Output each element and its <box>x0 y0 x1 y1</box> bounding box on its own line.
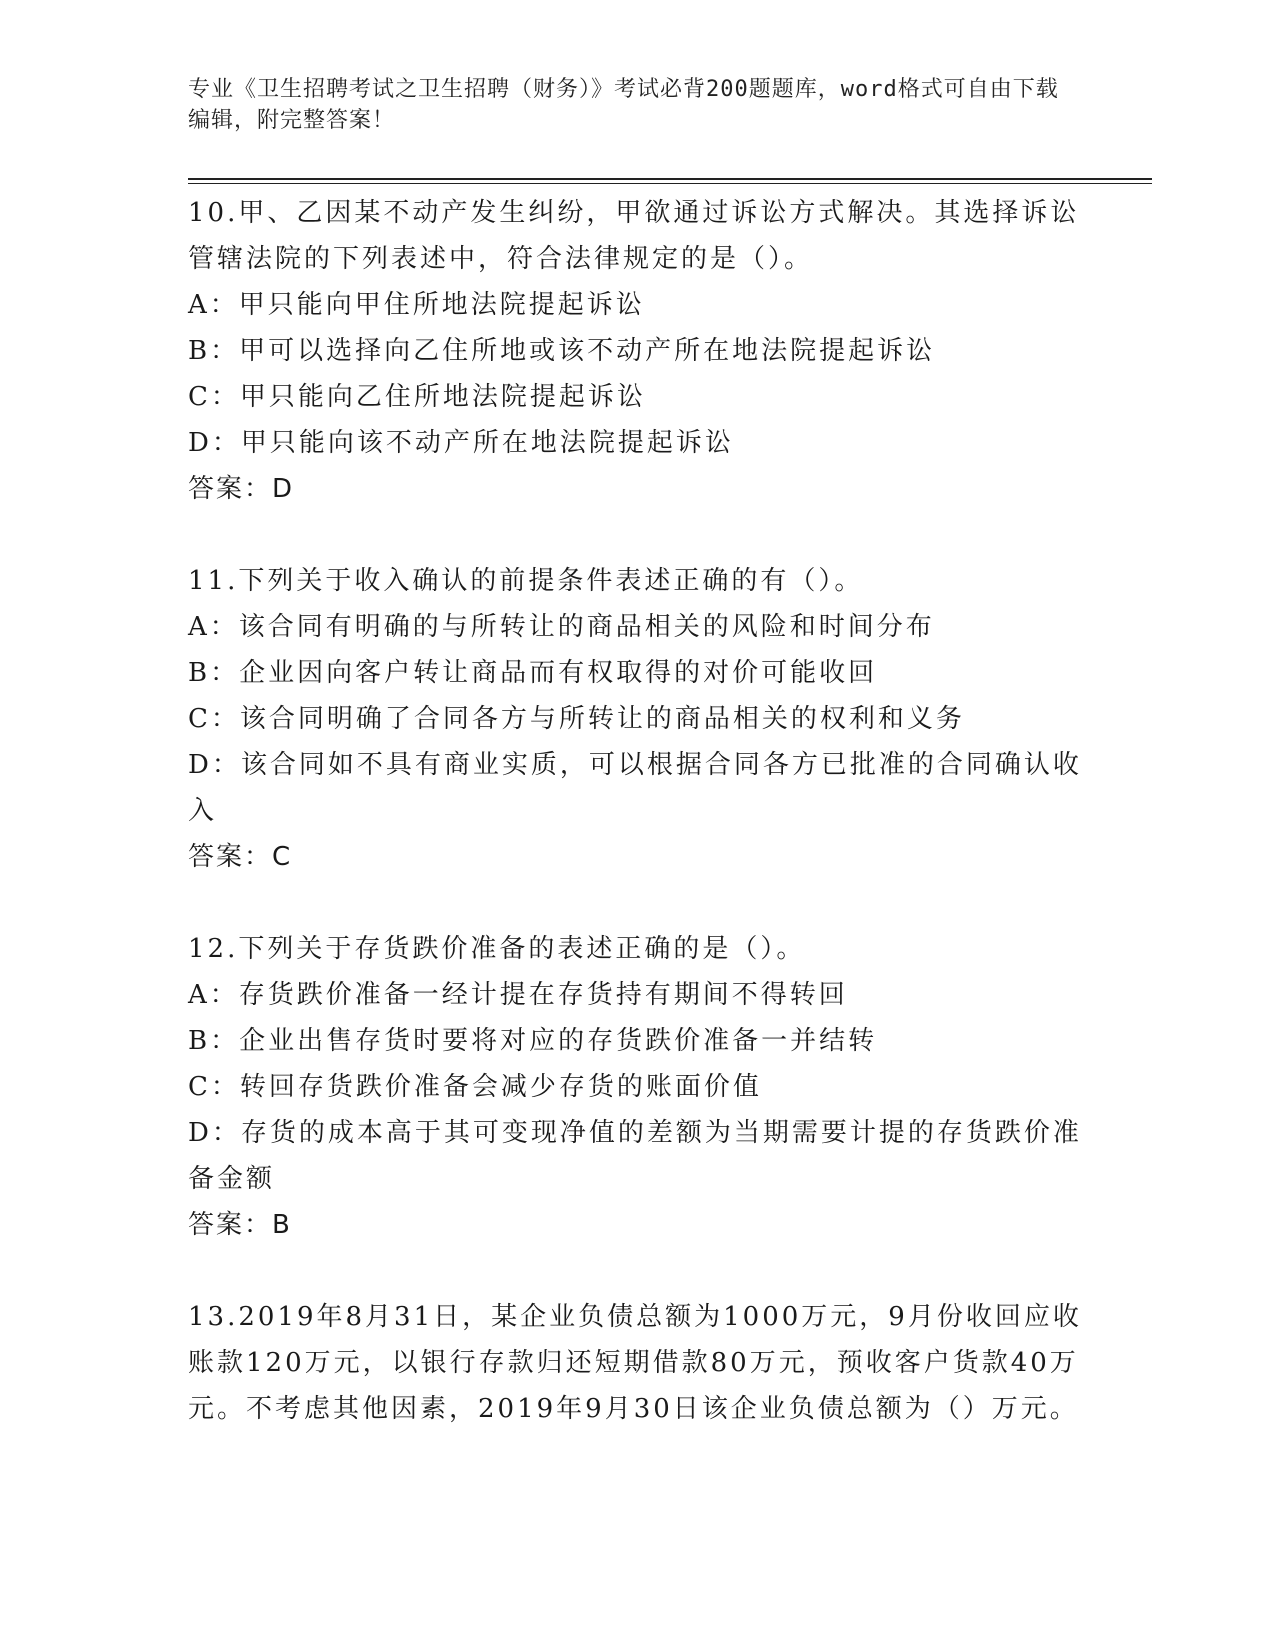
answer: 答案：C <box>188 842 293 872</box>
question-stem: 13.2019年8月31日，某企业负债总额为1000万元，9月份收回应收账款120万元，以银行存款归还短期借款80万元，预收客户货款40万元。不考虑其他因素，2019年9月30日该企业负债总额为（）万元。 <box>188 1302 1082 1424</box>
option-b: B：甲可以选择向乙住所地或该不动产所在地法院提起诉讼 <box>188 336 936 366</box>
option-c: C：该合同明确了合同各方与所转让的商品相关的权利和义务 <box>188 704 965 734</box>
question-stem: 10.甲、乙因某不动产发生纠纷，甲欲通过诉讼方式解决。其选择诉讼管辖法院的下列表述中，符合法律规定的是（）。 <box>188 198 1080 274</box>
option-d: D：存货的成本高于其可变现净值的差额为当期需要计提的存货跌价准备金额 <box>188 1118 1082 1194</box>
question-12 <box>188 926 1088 1248</box>
question-list <box>188 190 1088 1432</box>
option-a: A：该合同有明确的与所转让的商品相关的风险和时间分布 <box>188 612 935 642</box>
option-c: C：甲只能向乙住所地法院提起诉讼 <box>188 382 646 412</box>
spacer <box>188 1248 1088 1294</box>
option-a: A：甲只能向甲住所地法院提起诉讼 <box>188 290 645 320</box>
answer: 答案：D <box>188 474 295 504</box>
option-d: D：该合同如不具有商业实质，可以根据合同各方已批准的合同确认收入 <box>188 750 1082 826</box>
question-13 <box>188 1294 1088 1432</box>
option-c: C：转回存货跌价准备会减少存货的账面价值 <box>188 1072 762 1102</box>
answer: 答案：B <box>188 1210 292 1240</box>
document-header: 专业《卫生招聘考试之卫生招聘（财务）》考试必背200题题库，word格式可自由下载编辑，附完整答案！ <box>188 77 1059 133</box>
header-divider-thin <box>188 183 1152 184</box>
option-a: A：存货跌价准备一经计提在存货持有期间不得转回 <box>188 980 848 1010</box>
spacer <box>188 512 1088 558</box>
question-11 <box>188 558 1088 880</box>
header-divider <box>188 178 1152 180</box>
option-b: B：企业出售存货时要将对应的存货跌价准备一并结转 <box>188 1026 878 1056</box>
question-stem: 11.下列关于收入确认的前提条件表述正确的有（）。 <box>188 566 864 596</box>
option-b: B：企业因向客户转让商品而有权取得的对价可能收回 <box>188 658 878 688</box>
question-10 <box>188 190 1088 512</box>
spacer <box>188 880 1088 926</box>
option-d: D：甲只能向该不动产所在地法院提起诉讼 <box>188 428 734 458</box>
question-stem: 12.下列关于存货跌价准备的表述正确的是（）。 <box>188 934 806 964</box>
